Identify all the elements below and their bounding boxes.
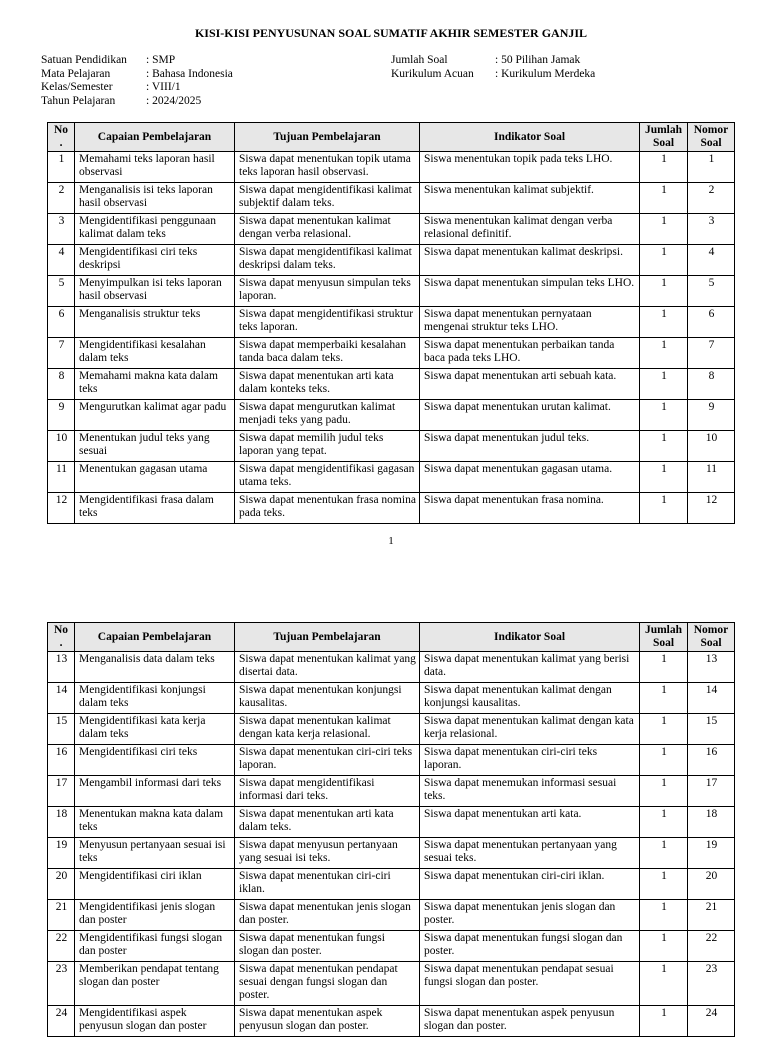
cell-indikator: Siswa dapat menentukan jenis slogan dan poster. [420,900,640,931]
cell-capaian: Menentukan makna kata dalam teks [75,807,235,838]
exam-info-block [391,54,595,81]
cell-jumlah-soal: 1 [640,493,688,524]
cell-indikator: Siswa dapat menentukan kalimat yang berisi data. [420,652,640,683]
table-row [48,745,735,776]
cell-capaian: Mengidentifikasi ciri iklan [75,869,235,900]
table-row [48,683,735,714]
table-header-row [48,623,735,652]
cell-jumlah-soal: 1 [640,807,688,838]
kisi-kisi-table-page-1 [47,122,735,524]
cell-jumlah-soal: 1 [640,214,688,245]
table-row [48,400,735,431]
header-capaian: Capaian Pembelajaran [75,123,235,152]
cell-nomor-soal: 7 [688,338,735,369]
cell-tujuan: Siswa dapat menyusun simpulan teks laporan. [235,276,420,307]
cell-capaian: Menentukan gagasan utama [75,462,235,493]
header-jumlah-soal: Jumlah Soal [640,123,688,152]
header-no: No . [48,123,75,152]
cell-capaian: Mengurutkan kalimat agar padu [75,400,235,431]
cell-tujuan: Siswa dapat menentukan kalimat dengan verba relasional. [235,214,420,245]
table-row [48,214,735,245]
cell-no: 13 [48,652,75,683]
cell-no: 6 [48,307,75,338]
cell-indikator: Siswa dapat menentukan perbaikan tanda baca pada teks LHO. [420,338,640,369]
cell-tujuan: Siswa dapat mengidentifikasi kalimat subjektif dalam teks. [235,183,420,214]
cell-jumlah-soal: 1 [640,338,688,369]
cell-tujuan: Siswa dapat mengidentifikasi gagasan utama teks. [235,462,420,493]
cell-capaian: Mengidentifikasi fungsi slogan dan poster [75,931,235,962]
cell-no: 4 [48,245,75,276]
meta-value: : SMP [146,54,176,66]
cell-jumlah-soal: 1 [640,683,688,714]
cell-indikator: Siswa dapat menentukan pertanyaan yang sesuai teks. [420,838,640,869]
cell-no: 15 [48,714,75,745]
cell-nomor-soal: 23 [688,962,735,1006]
cell-no: 12 [48,493,75,524]
cell-nomor-soal: 12 [688,493,735,524]
cell-capaian: Mengidentifikasi konjungsi dalam teks [75,683,235,714]
document-title: KISI-KISI PENYUSUNAN SOAL SUMATIF AKHIR SEMESTER GANJIL [194,26,588,40]
cell-tujuan: Siswa dapat menentukan pendapat sesuai dengan fungsi slogan dan poster. [235,962,420,1006]
cell-jumlah-soal: 1 [640,245,688,276]
cell-capaian: Mengidentifikasi kata kerja dalam teks [75,714,235,745]
cell-indikator: Siswa menentukan kalimat dengan verba relasional definitif. [420,214,640,245]
document-page-2 [0,622,768,1032]
cell-no: 3 [48,214,75,245]
cell-tujuan: Siswa dapat menentukan topik utama teks laporan hasil observasi. [235,152,420,183]
cell-jumlah-soal: 1 [640,369,688,400]
cell-tujuan: Siswa dapat menentukan arti kata dalam konteks teks. [235,369,420,400]
cell-no: 16 [48,745,75,776]
cell-no: 9 [48,400,75,431]
cell-nomor-soal: 8 [688,369,735,400]
table-row [48,431,735,462]
cell-jumlah-soal: 1 [640,431,688,462]
cell-no: 2 [48,183,75,214]
cell-tujuan: Siswa dapat menentukan ciri-ciri iklan. [235,869,420,900]
table-row [48,1005,735,1036]
table-row [48,183,735,214]
table-row [48,152,735,183]
cell-tujuan: Siswa dapat mengidentifikasi struktur teks laporan. [235,307,420,338]
cell-tujuan: Siswa dapat menentukan konjungsi kausalitas. [235,683,420,714]
cell-jumlah-soal: 1 [640,276,688,307]
cell-capaian: Mengambil informasi dari teks [75,776,235,807]
meta-row [391,68,595,82]
cell-no: 10 [48,431,75,462]
table-row [48,369,735,400]
table-row [48,493,735,524]
cell-nomor-soal: 18 [688,807,735,838]
meta-row [41,68,233,82]
cell-nomor-soal: 1 [688,152,735,183]
cell-capaian: Mengidentifikasi penggunaan kalimat dalam teks [75,214,235,245]
meta-label: Satuan Pendidikan [41,54,127,66]
table-row [48,962,735,1006]
table-row [48,338,735,369]
cell-indikator: Siswa dapat menentukan gagasan utama. [420,462,640,493]
cell-nomor-soal: 17 [688,776,735,807]
meta-value: : Kurikulum Merdeka [495,67,596,80]
meta-label: Kelas/Semester [41,81,113,93]
cell-indikator: Siswa dapat menentukan pernyataan mengenai struktur teks LHO. [420,307,640,338]
cell-capaian: Mengidentifikasi frasa dalam teks [75,493,235,524]
meta-row [41,81,233,95]
cell-jumlah-soal: 1 [640,152,688,183]
cell-jumlah-soal: 1 [640,931,688,962]
header-indikator: Indikator Soal [420,623,640,652]
cell-jumlah-soal: 1 [640,307,688,338]
cell-no: 20 [48,869,75,900]
cell-capaian: Memahami makna kata dalam teks [75,369,235,400]
table-row [48,900,735,931]
meta-label: Kurikulum Acuan [391,67,474,80]
header-indikator: Indikator Soal [420,123,640,152]
cell-tujuan: Siswa dapat memilih judul teks laporan yang tepat. [235,431,420,462]
table-row [48,776,735,807]
page-number: 1 [388,535,394,547]
cell-no: 22 [48,931,75,962]
cell-no: 11 [48,462,75,493]
cell-no: 1 [48,152,75,183]
cell-capaian: Memberikan pendapat tentang slogan dan poster [75,962,235,1006]
kisi-kisi-table-page-2 [47,622,735,1037]
table-row [48,714,735,745]
cell-tujuan: Siswa dapat mengidentifikasi kalimat deskripsi dalam teks. [235,245,420,276]
cell-indikator: Siswa dapat menentukan kalimat deskripsi. [420,245,640,276]
table-row [48,276,735,307]
cell-jumlah-soal: 1 [640,900,688,931]
table-body-page-1 [48,152,735,524]
table-row [48,245,735,276]
cell-no: 7 [48,338,75,369]
cell-indikator: Siswa dapat menentukan ciri-ciri iklan. [420,869,640,900]
identity-block [41,54,233,108]
cell-nomor-soal: 9 [688,400,735,431]
cell-nomor-soal: 13 [688,652,735,683]
header-nomor-soal: Nomor Soal [688,123,735,152]
cell-capaian: Menganalisis data dalam teks [75,652,235,683]
meta-label: Tahun Pelajaran [41,94,116,107]
cell-nomor-soal: 24 [688,1005,735,1036]
table-row [48,462,735,493]
cell-indikator: Siswa dapat menentukan kalimat dengan kata kerja relasional. [420,714,640,745]
cell-tujuan: Siswa dapat menentukan frasa nomina pada teks. [235,493,420,524]
cell-indikator: Siswa dapat menentukan frasa nomina. [420,493,640,524]
cell-tujuan: Siswa dapat menentukan kalimat yang disertai data. [235,652,420,683]
cell-no: 19 [48,838,75,869]
cell-no: 17 [48,776,75,807]
cell-nomor-soal: 15 [688,714,735,745]
cell-jumlah-soal: 1 [640,745,688,776]
cell-indikator: Siswa dapat menentukan fungsi slogan dan poster. [420,931,640,962]
table-row [48,869,735,900]
header-capaian: Capaian Pembelajaran [75,623,235,652]
meta-row [391,54,595,68]
cell-tujuan: Siswa dapat menentukan jenis slogan dan poster. [235,900,420,931]
cell-jumlah-soal: 1 [640,962,688,1006]
cell-capaian: Memahami teks laporan hasil observasi [75,152,235,183]
cell-tujuan: Siswa dapat menentukan fungsi slogan dan poster. [235,931,420,962]
meta-value: : 2024/2025 [146,94,202,107]
cell-nomor-soal: 21 [688,900,735,931]
cell-capaian: Mengidentifikasi ciri teks deskripsi [75,245,235,276]
table-row [48,652,735,683]
cell-capaian: Mengidentifikasi jenis slogan dan poster [75,900,235,931]
cell-indikator: Siswa dapat menentukan ciri-ciri teks laporan. [420,745,640,776]
cell-tujuan: Siswa dapat memperbaiki kesalahan tanda baca dalam teks. [235,338,420,369]
cell-nomor-soal: 5 [688,276,735,307]
cell-indikator: Siswa dapat menentukan pendapat sesuai fungsi slogan dan poster. [420,962,640,1006]
cell-nomor-soal: 14 [688,683,735,714]
cell-indikator: Siswa dapat menentukan kalimat dengan konjungsi kausalitas. [420,683,640,714]
cell-no: 18 [48,807,75,838]
cell-capaian: Menentukan judul teks yang sesuai [75,431,235,462]
header-jumlah-soal: Jumlah Soal [640,623,688,652]
cell-indikator: Siswa menentukan kalimat subjektif. [420,183,640,214]
cell-nomor-soal: 10 [688,431,735,462]
table-row [48,807,735,838]
cell-jumlah-soal: 1 [640,714,688,745]
meta-row [41,95,233,109]
cell-jumlah-soal: 1 [640,869,688,900]
cell-no: 5 [48,276,75,307]
cell-indikator: Siswa dapat menentukan judul teks. [420,431,640,462]
cell-jumlah-soal: 1 [640,838,688,869]
cell-nomor-soal: 20 [688,869,735,900]
cell-indikator: Siswa dapat menentukan aspek penyusun slogan dan poster. [420,1005,640,1036]
cell-nomor-soal: 6 [688,307,735,338]
cell-indikator: Siswa menentukan topik pada teks LHO. [420,152,640,183]
header-no: No . [48,623,75,652]
cell-capaian: Menganalisis struktur teks [75,307,235,338]
cell-no: 23 [48,962,75,1006]
table-body-page-2 [48,652,735,1037]
cell-capaian: Mengidentifikasi ciri teks [75,745,235,776]
table-header-row [48,123,735,152]
meta-label: Jumlah Soal [391,54,448,66]
cell-jumlah-soal: 1 [640,776,688,807]
cell-jumlah-soal: 1 [640,400,688,431]
cell-indikator: Siswa dapat menentukan urutan kalimat. [420,400,640,431]
cell-nomor-soal: 2 [688,183,735,214]
cell-nomor-soal: 4 [688,245,735,276]
cell-jumlah-soal: 1 [640,183,688,214]
cell-capaian: Menyusun pertanyaan sesuai isi teks [75,838,235,869]
header-tujuan: Tujuan Pembelajaran [235,623,420,652]
meta-value: : Bahasa Indonesia [146,67,233,80]
header-nomor-soal: Nomor Soal [688,623,735,652]
cell-capaian: Mengidentifikasi aspek penyusun slogan dan poster [75,1005,235,1036]
meta-label: Mata Pelajaran [41,67,111,80]
meta-value: : VIII/1 [146,81,181,93]
cell-nomor-soal: 22 [688,931,735,962]
table-row [48,307,735,338]
cell-indikator: Siswa dapat menentukan arti sebuah kata. [420,369,640,400]
cell-nomor-soal: 19 [688,838,735,869]
cell-nomor-soal: 16 [688,745,735,776]
cell-tujuan: Siswa dapat menentukan arti kata dalam teks. [235,807,420,838]
cell-jumlah-soal: 1 [640,1005,688,1036]
meta-row [41,54,233,68]
cell-indikator: Siswa dapat menentukan arti kata. [420,807,640,838]
cell-no: 14 [48,683,75,714]
cell-tujuan: Siswa dapat mengidentifikasi informasi dari teks. [235,776,420,807]
cell-jumlah-soal: 1 [640,462,688,493]
table-row [48,931,735,962]
cell-tujuan: Siswa dapat menentukan ciri-ciri teks laporan. [235,745,420,776]
meta-value: : 50 Pilihan Jamak [495,54,581,66]
cell-no: 24 [48,1005,75,1036]
header-tujuan: Tujuan Pembelajaran [235,123,420,152]
cell-no: 21 [48,900,75,931]
cell-tujuan: Siswa dapat menentukan aspek penyusun slogan dan poster. [235,1005,420,1036]
table-row [48,838,735,869]
cell-indikator: Siswa dapat menemukan informasi sesuai teks. [420,776,640,807]
cell-no: 8 [48,369,75,400]
cell-nomor-soal: 11 [688,462,735,493]
cell-tujuan: Siswa dapat mengurutkan kalimat menjadi teks yang padu. [235,400,420,431]
cell-indikator: Siswa dapat menentukan simpulan teks LHO. [420,276,640,307]
cell-capaian: Menyimpulkan isi teks laporan hasil observasi [75,276,235,307]
cell-capaian: Mengidentifikasi kesalahan dalam teks [75,338,235,369]
cell-capaian: Menganalisis isi teks laporan hasil observasi [75,183,235,214]
page-gap [0,556,768,622]
cell-nomor-soal: 3 [688,214,735,245]
cell-tujuan: Siswa dapat menyusun pertanyaan yang sesuai isi teks. [235,838,420,869]
cell-jumlah-soal: 1 [640,652,688,683]
cell-tujuan: Siswa dapat menentukan kalimat dengan kata kerja relasional. [235,714,420,745]
